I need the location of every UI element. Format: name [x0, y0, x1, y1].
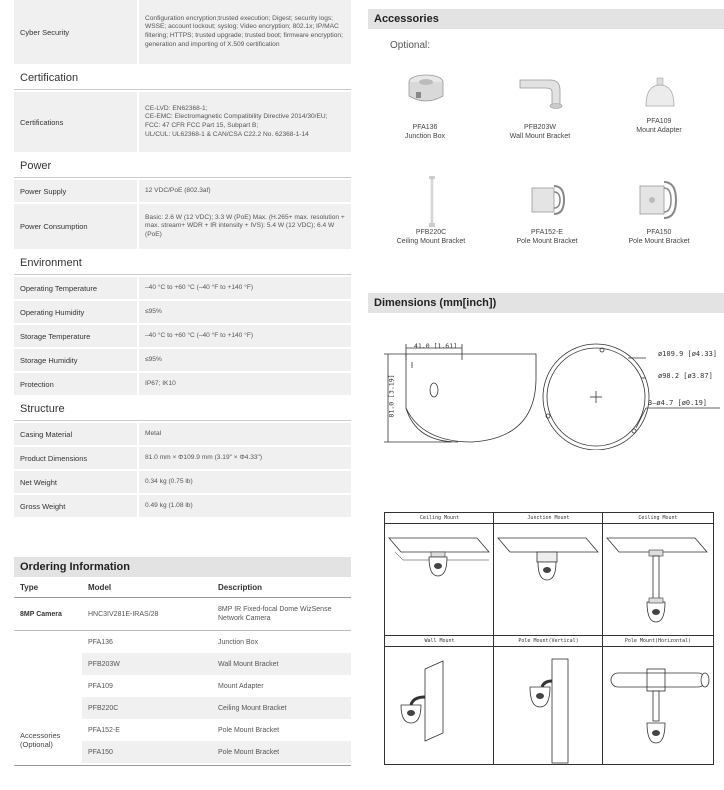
spec-value: 12 VDC/PoE (802.3af)	[137, 180, 351, 202]
header-type: Type	[20, 582, 39, 592]
pole-mount-vertical-icon	[494, 647, 603, 764]
mount-caption: Ceiling Mount	[385, 513, 494, 524]
diameter-label: ø98.2 [ø3.87]	[658, 372, 713, 380]
width-label: 41.0 [1.61]	[414, 342, 458, 350]
spec-row-power-consumption	[14, 204, 351, 251]
spec-value: Metal	[137, 423, 351, 445]
cert-line: FCC: 47 CFR FCC Part 15, Subpart B;	[145, 122, 259, 129]
accessory-name: Pole Mount Bracket	[628, 238, 690, 245]
junction-box-icon	[406, 72, 446, 110]
accessory-description: Pole Mount Bracket	[218, 726, 280, 734]
ordering-row-accessory	[82, 719, 351, 741]
accessory-model: PFA136	[88, 638, 113, 646]
accessory-description: Ceiling Mount Bracket	[218, 704, 287, 712]
accessories-title: Accessories	[368, 9, 724, 29]
accessory-item	[495, 123, 585, 141]
accessories-rows	[82, 631, 351, 763]
accessory-description: Pole Mount Bracket	[218, 748, 280, 756]
mount-caption: Ceiling Mount	[603, 513, 713, 524]
pole-mount-bracket-icon	[636, 178, 678, 220]
spec-row-gross-weight	[14, 495, 351, 519]
camera-model: HNC3IV281E-IRAS/28	[88, 610, 159, 618]
spec-label: Operating Humidity	[20, 307, 85, 317]
accessory-description: Wall Mount Bracket	[218, 660, 279, 668]
spec-row-storage-humidity	[14, 349, 351, 373]
diameter-label: ø109.9 [ø4.33]	[658, 350, 718, 358]
spec-label: Gross Weight	[20, 501, 66, 511]
mount-tile	[493, 635, 604, 765]
accessories-type: Accessories (Optional)	[20, 731, 61, 749]
spec-table	[14, 0, 351, 519]
pole-mount-bracket-icon	[528, 180, 566, 220]
accessory-code: PFA150	[646, 229, 672, 236]
ordering-row-accessory	[82, 631, 351, 653]
spec-value: –40 °C to +60 °C (–40 °F to +140 °F)	[137, 277, 351, 299]
dimensions-title: Dimensions (mm[inch])	[368, 293, 724, 313]
accessory-code: PFA152-E	[531, 229, 563, 236]
ordering-accessories-block	[14, 630, 351, 763]
spec-row-operating-temperature	[14, 277, 351, 301]
camera-type: 8MP Camera	[20, 610, 62, 618]
mount-tile	[602, 635, 714, 765]
spec-label: Power Supply	[20, 186, 67, 196]
spec-value: 0.34 kg (0.75 lb)	[137, 471, 351, 493]
spec-value: Basic: 2.6 W (12 VDC); 3.3 W (PoE) Max. (H.265+ max. resolution + max. stream+ WDR + IR intensity + IVS): 5.4 W (12 VDC); 6.4 W (PoE)	[137, 204, 351, 249]
mount-tile	[493, 512, 604, 637]
accessory-description: Junction Box	[218, 638, 259, 646]
spec-row-product-dimensions	[14, 447, 351, 471]
ordering-title: Ordering Information	[14, 557, 351, 577]
side-view-drawing	[382, 338, 542, 448]
section-title-certification: Certification	[14, 66, 351, 90]
spec-value: ≤95%	[137, 349, 351, 371]
spec-value: ≤95%	[137, 301, 351, 323]
spec-value	[137, 92, 351, 152]
accessory-code: PFA136	[412, 124, 438, 131]
spec-row-power-supply	[14, 180, 351, 204]
accessory-model: PFA150	[88, 748, 113, 756]
ordering-row-camera	[14, 598, 351, 630]
accessory-model: PFB203W	[88, 660, 120, 668]
spec-label: Operating Temperature	[20, 283, 97, 293]
ceiling-mount-bracket-icon	[426, 176, 438, 228]
spec-label: Cyber Security	[20, 27, 70, 37]
spec-value: 0.49 kg (1.08 lb)	[137, 495, 351, 517]
section-title-structure: Structure	[14, 397, 351, 421]
header-model: Model	[88, 582, 112, 592]
accessory-item	[614, 228, 704, 246]
accessory-code: PFB203W	[524, 124, 556, 131]
spec-label: Casing Material	[20, 429, 73, 439]
spec-row-casing-material	[14, 423, 351, 447]
mount-tile	[384, 512, 495, 637]
ordering-row-accessory	[82, 675, 351, 697]
spec-label: Net Weight	[20, 477, 57, 487]
ordering-information	[14, 557, 351, 766]
mount-caption: Pole Mount(Horizontal)	[603, 636, 713, 647]
accessory-code: PFA109	[646, 118, 672, 125]
spec-value: –40 °C to +60 °C (–40 °F to +140 °F)	[137, 325, 351, 347]
wall-mount-icon	[385, 647, 494, 764]
header-description: Description	[218, 582, 263, 592]
spec-value: Configuration encryption;trusted execution; Digest; security logs; WSSE; account lockout; syslog; Video encryption; 802.1x; IP/MAC filtering; HTTPS; trusted upgrade; trusted boot; firmware encryption; generation and importing of X.509 certification	[137, 0, 351, 64]
accessory-name: Mount Adapter	[636, 127, 682, 134]
spec-row-storage-temperature	[14, 325, 351, 349]
spec-label: Power Consumption	[20, 222, 88, 231]
spec-label: Product Dimensions	[20, 453, 88, 463]
accessory-code: PFB220C	[415, 229, 447, 236]
cert-line: UL/CUL: UL62368-1 & CAN/CSA C22.2 No. 62368-1-14	[145, 130, 309, 138]
ordering-row-accessory	[82, 741, 351, 763]
spec-label: Protection	[20, 379, 54, 389]
cert-line: CE-LVD: EN62368-1;	[145, 104, 208, 112]
accessory-description: Mount Adapter	[218, 682, 264, 690]
spec-row-certifications	[14, 92, 351, 154]
spec-row-protection	[14, 373, 351, 397]
mount-caption: Junction Mount	[494, 513, 603, 524]
section-title-environment: Environment	[14, 251, 351, 275]
ordering-bottom-rule	[14, 765, 351, 766]
spec-row-cyber-security	[14, 0, 351, 66]
optional-label: Optional:	[390, 40, 431, 51]
accessory-item	[614, 117, 704, 135]
ceiling-bracket-mount-icon	[603, 524, 713, 636]
spec-row-net-weight	[14, 471, 351, 495]
accessory-model: PFA109	[88, 682, 113, 690]
ordering-row-accessory	[82, 653, 351, 675]
mount-tile	[602, 512, 714, 637]
spec-label: Storage Humidity	[20, 355, 78, 365]
spec-label: Certifications	[20, 117, 64, 127]
mount-caption: Wall Mount	[385, 636, 494, 647]
pole-mount-horizontal-icon	[603, 647, 713, 764]
accessory-name: Pole Mount Bracket	[516, 238, 578, 245]
spec-value: 81.0 mm × Φ109.9 mm (3.19" × Φ4.33")	[137, 447, 351, 469]
spec-value: IP67; IK10	[137, 373, 351, 395]
accessory-model: PFB220C	[88, 704, 119, 712]
accessory-item	[380, 123, 470, 141]
accessory-name: Ceiling Mount Bracket	[396, 238, 466, 245]
cert-line: CE-EMC: Electromagnetic Compatibility Directive 2014/30/EU;	[145, 113, 328, 121]
accessory-name: Junction Box	[404, 133, 446, 140]
ceiling-mount-icon	[385, 524, 494, 636]
junction-mount-icon	[494, 524, 603, 636]
mount-adapter-icon	[640, 76, 680, 110]
camera-description: 8MP IR Fixed-focal Dome WizSense Network Camera	[218, 606, 332, 622]
accessory-item	[386, 228, 476, 246]
height-label: 81.0 [3.19]	[387, 374, 396, 418]
wall-mount-bracket-icon	[516, 76, 564, 110]
accessory-model: PFA152-E	[88, 726, 120, 734]
ordering-header-row	[14, 577, 351, 598]
hole-label: 3–ø4.7 [ø0.19]	[648, 399, 708, 407]
accessory-item	[502, 228, 592, 246]
ordering-row-accessory	[82, 697, 351, 719]
mount-tile	[384, 635, 495, 765]
spec-row-operating-humidity	[14, 301, 351, 325]
section-title-power: Power	[14, 154, 351, 178]
mount-caption: Pole Mount(Vertical)	[494, 636, 603, 647]
accessory-name: Wall Mount Bracket	[509, 133, 571, 140]
spec-label: Storage Temperature	[20, 331, 91, 341]
